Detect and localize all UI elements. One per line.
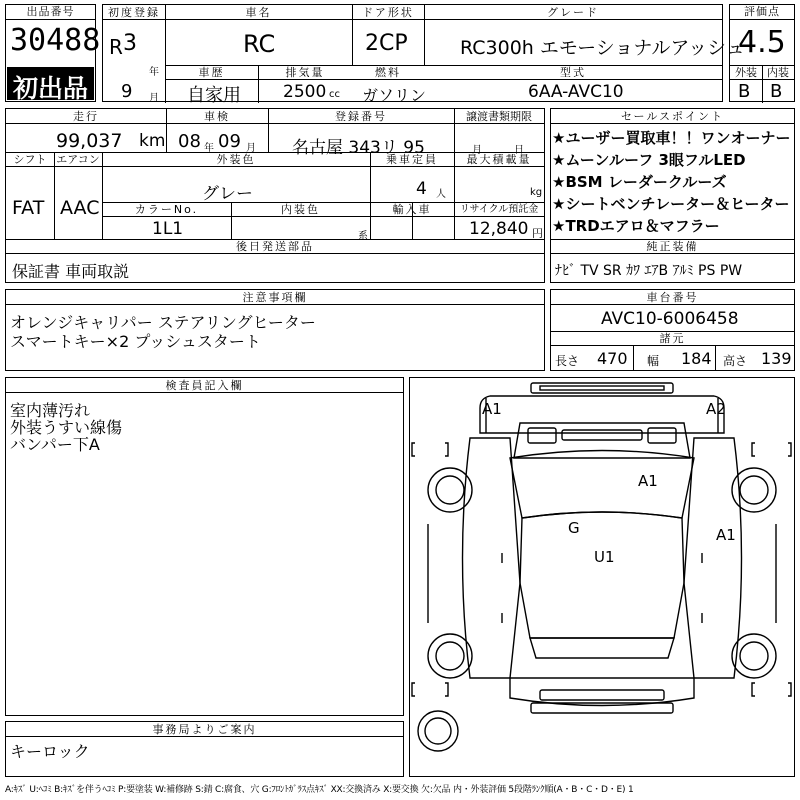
shift-label: シフト [13,153,47,166]
inspector-label: 検査員記入欄 [165,379,244,392]
fuel-label: 燃料 [375,66,401,79]
inspection-month: 09 [218,131,241,152]
sales-points-box [550,108,795,283]
ext-color: グレー [202,184,253,204]
model: 6AA-AVC10 [528,82,624,102]
score: 4.5 [738,25,786,60]
aircon-label: エアコン [56,153,100,166]
length: 470 [597,349,628,368]
inspection-year: 08 [178,131,201,152]
height: 139 [761,349,792,368]
exterior-grade: B [738,81,751,102]
inspector-note-2: 外装うすい線傷 [10,418,123,437]
history-label: 車歴 [198,66,225,79]
specs-label: 諸元 [659,332,686,345]
equipment: ﾅﾋﾞ TV SR ｶﾜ ｴｱB ｱﾙﾐ PS PW [555,263,743,279]
chassis-box: 車台番号 AVC10-6006458 諸元 長さ 470 幅 184 高さ 139 [550,289,795,371]
legend: A:ｷｽﾞ U:ﾍｺﾐ B:ｷｽﾞを伴うﾍｺﾐ P:要塗装 W:補修跡 S:錆 C:腐食、穴 G:ﾌﾛﾝﾄｶﾞﾗｽ点ｷｽﾞ XX:交換済み X:要交換 欠:欠品 内・外装評価 5段階ﾗﾝｸ順(A・B・C・D・E) 1 [5,785,634,795]
car-diagram [410,378,794,776]
reg-no-label: 登録番号 [335,110,387,123]
office-label: 事務局よりご案内 [152,723,257,736]
chassis-no: AVC10-6006458 [601,309,739,329]
inspection-label: 車検 [204,110,230,123]
first-reg-month: 9 [121,81,133,102]
width: 184 [681,349,712,368]
interior-label: 内装 [767,66,789,79]
mark-u1-roof: U1 [594,548,615,566]
sales-point-5: ★TRDエアロ＆マフラー [552,217,720,235]
sales-point-4: ★シートベンチレーター＆ヒーター [552,195,790,213]
car-diagram-box [409,377,795,777]
month-unit: 月 [149,93,159,104]
reg-no: 名古屋 343リ 95 [292,138,425,158]
lot-number-label: 出品番号 [6,5,95,20]
inspector-box [5,377,404,716]
notes-label: 注意事項欄 [242,291,308,304]
interior-grade: B [770,81,783,102]
notes-box [5,289,545,371]
grade-label: グレード [547,6,599,19]
first-reg-year: 3 [123,31,137,56]
int-color-label: 内装色 [281,203,320,216]
sales-point-2: ★ムーンルーフ 3眼フルLED [552,151,746,169]
recycle-label: リサイクル預託金 [459,204,539,215]
car-name: RC [243,30,276,58]
mark-g-windshield: G [568,519,580,537]
import-label: 輸入車 [392,203,432,216]
mark-a1-hood: A1 [638,472,658,490]
car-name-label: 車名 [245,6,272,19]
exterior-label: 外装 [735,66,757,79]
first-reg-label: 初度登録 [108,6,160,19]
inspector-note-1: 室内薄汚れ [10,401,91,420]
vehicle-info-box [102,4,745,106]
mileage-label: 走行 [73,110,99,123]
lot-number-box [5,4,101,103]
displacement: 2500 [283,82,327,102]
chassis-label: 車台番号 [646,291,699,304]
sales-points-label: セールスポイント [620,110,724,123]
model-label: 型式 [560,66,586,79]
office-box [5,721,404,777]
max-load-label: 最大積載量 [466,153,532,166]
inspector-note-3: バンパー下A [10,435,100,454]
note-1: オレンジキャリパー ステアリングヒーター [10,313,316,332]
transfer-label: 譲渡書類期限 [466,110,532,123]
office-note: キーロック [10,742,90,761]
displacement-label: 排気量 [285,66,325,79]
mark-a1-side: A1 [716,526,736,544]
recycle: 12,840 [469,219,529,239]
color-no: 1L1 [152,219,184,239]
score-label: 評価点 [730,5,794,20]
later-parts-label: 後日発送部品 [236,240,314,253]
note-2: スマートキー×2 プッシュスタート [10,332,261,351]
lot-number: 30488 [10,23,101,58]
door-label: ドア形状 [362,6,414,19]
sales-point-1: ★ユーザー買取車！！ワンオーナー [552,129,791,147]
history: 自家用 [187,85,241,106]
year-unit: 年 [149,67,159,78]
mark-a2-front-right: A2 [706,400,726,418]
shift: FAT [12,197,45,219]
capacity: 4 [416,179,427,199]
grade: RC300h エモーショナルアッシュ [460,37,745,59]
cc-unit: cc [329,89,340,100]
color-no-label: カラーNo. [134,203,199,216]
equipment-label: 純正装備 [646,240,699,253]
mark-a1-front-left: A1 [482,400,502,418]
sales-point-3: ★BSM レーダークルーズ [552,173,727,191]
era: R [109,35,123,59]
mileage: 99,037 [56,130,123,152]
capacity-label: 乗車定員 [386,153,438,166]
door-type: 2CP [365,31,408,56]
aircon: AAC [60,197,100,219]
mileage-box: 走行 車検 登録番号 譲渡書類期限 99,037 km 08 年 09 月 名古屋 343リ 95 月 日 シフト エアコン 外装色 乗車定員 最大積載量 FAT AAC グレー 4 人 kg カラーNo. 内装色 輸入車 リサイクル預託金 1L1 系 12,840 円 後日発送部品 保証書 車両取説 [5,108,545,283]
fuel: ガソリン [362,86,427,105]
score-box [729,4,795,102]
km-unit: km [139,131,166,151]
first-listing-badge: 初出品 [7,67,94,100]
later-parts: 保証書 車両取説 [12,262,130,281]
ext-color-label: 外装色 [216,153,256,166]
